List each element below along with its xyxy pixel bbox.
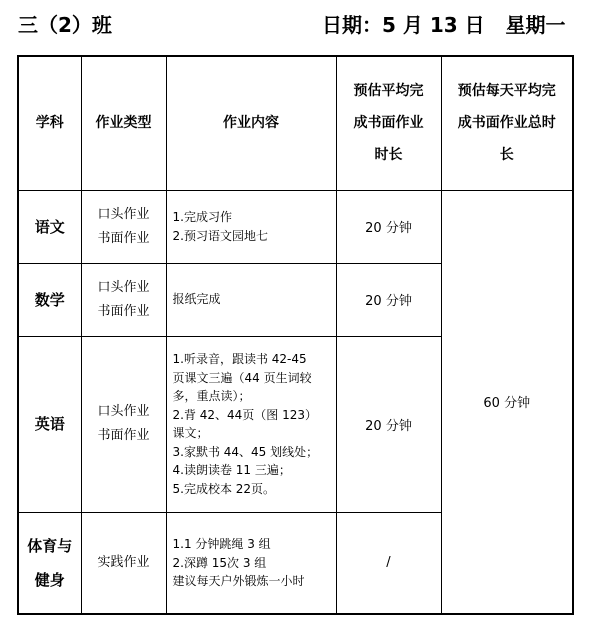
subject-cell: 体育与 健身 [18, 512, 81, 614]
type-cell: 口头作业 书面作业 [81, 336, 166, 512]
content-cell: 1.1 分钟跳绳 3 组 2.深蹲 15次 3 组 建议每天户外锻炼一小时 [166, 512, 336, 614]
type-cell: 实践作业 [81, 512, 166, 614]
type-cell: 口头作业 书面作业 [81, 263, 166, 336]
header-type: 作业类型 [81, 56, 166, 190]
date-line: 日期：5 月 13 日 星期一 [322, 13, 566, 37]
type-cell: 口头作业 书面作业 [81, 190, 166, 263]
time-cell: 20 分钟 [336, 263, 441, 336]
content-cell: 1.完成习作 2.预习语文园地七 [166, 190, 336, 263]
page-header [0, 0, 590, 50]
header-content: 作业内容 [166, 56, 336, 190]
table-row [18, 190, 573, 263]
time-cell: / [336, 512, 441, 614]
time-cell: 20 分钟 [336, 336, 441, 512]
content-cell: 报纸完成 [166, 263, 336, 336]
header-subject: 学科 [18, 56, 81, 190]
header-total-time: 预估每天平均完 成书面作业总时 长 [441, 56, 573, 190]
time-cell: 20 分钟 [336, 190, 441, 263]
header-time: 预估平均完 成书面作业 时长 [336, 56, 441, 190]
table-header-row [18, 56, 573, 190]
class-name: 三（2）班 [18, 13, 112, 37]
subject-cell: 英语 [18, 336, 81, 512]
subject-cell: 语文 [18, 190, 81, 263]
homework-table [17, 55, 574, 615]
total-time-cell: 60 分钟 [441, 190, 573, 614]
subject-cell: 数学 [18, 263, 81, 336]
content-cell: 1.听录音，跟读书 42-45 页课文三遍（44 页生词较 多，重点读）； 2.背 42、44页（图 123） 课文； 3.家默书 44、45 划线处； 4.读朗读卷 11 三遍； 5.完成校本 22页。 [166, 336, 336, 512]
